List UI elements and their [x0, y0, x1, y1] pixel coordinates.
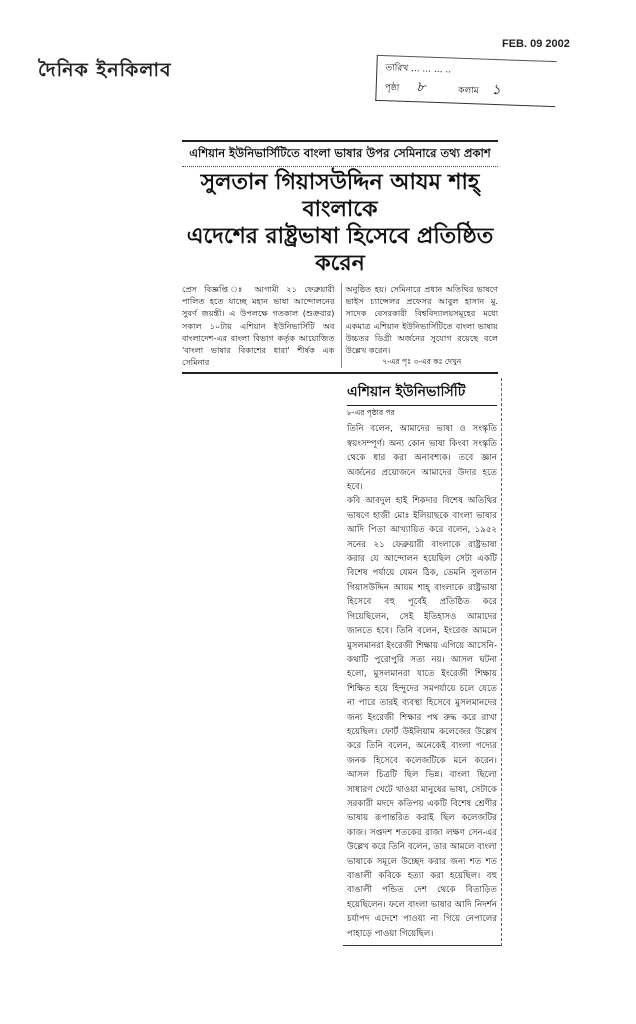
stamp-page-label: পৃষ্ঠা	[384, 83, 400, 94]
headline-line-2: এদেশের রাষ্ট্রভাষা হিসেবে প্রতিষ্ঠিত করেন	[186, 224, 494, 276]
date-stamp: FEB. 09 2002	[502, 38, 570, 50]
continuation-paragraph: তিনি বলেন, আমাদের ভাষা ও সংস্কৃতি স্বয়ংসম্পূর্ণ। অন্য কোন ভাষা কিংবা সংস্কৃতি থেকে ধার করা অনাবশ্যক। তবে জ্ঞান অর্জনের প্রয়োজনে আমাদের উদার হতে হবে।	[347, 424, 497, 493]
continuation-from-note: ৮-এর পৃষ্ঠার পর	[347, 408, 395, 418]
stamp-page-value: ৮	[415, 79, 426, 96]
body-column-1: প্রেস বিজ্ঞপ্তি ঃ আগামী ২১ ফেব্রুয়ারী পালিত হতে যাচ্ছে মহান ভাষা আন্দোলনের সুবর্ণ জয়ন্তী। এ উপলক্ষে গতকাল (শুক্রবার) সকাল ১০টায় এশিয়ান ইউনিভার্সিটি অব বাংলাদেশ-এর বাংলা বিভাগ কর্তৃক আয়োজিত 'বাংলা ভাষার বিকাশের ধারা' শীর্ষক এক সেমিনার	[182, 284, 335, 368]
stamp-column-value: ১	[491, 81, 502, 99]
stamp-column-label: কলাম	[457, 85, 479, 97]
continuation-title: এশিয়ান ইউনিভার্সিটি	[347, 380, 497, 406]
stamp-page-column-row	[384, 77, 548, 103]
newspaper-masthead: দৈনিক ইনকিলাব	[38, 59, 172, 81]
body-column-2-text: অনুষ্ঠিত হয়। সেমিনারে প্রধান অতিথির ভাষণে ভাইস চ্যান্সেলর প্রফেসর আবুল হাসান মু. সাদেক বেসরকারী বিশ্ববিদ্যালয়সমূহের মধ্যে একমাত্র এশিয়ান ইউনিভার্সিটিতে বাংলা ভাষায় উচ্চতর ডিগ্রী অর্জনের সুযোগ রয়েছে বলে উল্লেখ করেন।	[345, 284, 498, 356]
news-article	[182, 140, 498, 374]
stamp-date-label: তারিখ ... ... ... ..	[385, 63, 452, 76]
continuation-article	[343, 378, 502, 946]
headline-line-1: সুলতান গিয়াসউদ্দিন আযম শাহ্ বাংলাকে	[200, 170, 480, 222]
article-kicker: এশিয়ান ইউনিভার্সিটিতে বাংলা ভাষার উপর সেমিনারে তথ্য প্রকাশ	[182, 145, 498, 167]
story-container	[182, 140, 498, 946]
reference-stamp	[375, 55, 556, 107]
article-headline	[182, 169, 498, 277]
continuation-paragraph: কবি আবদুল হাই শিকদার বিশেষ অতিথির ভাষণে হাজী মোঃ ইলিয়াছকে বাংলা ভাষার আদি পিতা আখ্যায়িত করে বলেন, ১৯৫২ সনের ২১ ফেব্রুয়ারী বাংলাকে রাষ্ট্রভাষা করার যে আন্দোলন হয়েছিল সেটা একটি বিশেষ পর্যায়ে যেমন ঠিক, তেমনি সুলতান গিয়াসউদ্দিন আযম শাহ্ বাংলাকে রাষ্ট্রভাষা হিসেবে বহু পূর্বেই প্রতিষ্ঠিত করে গিয়েছিলেন, সেই ইতিহাসও আমাদের জানতে হবে। তিনি বলেন, ইংরেজ আমলে মুসলমানরা ইংরেজী শিক্ষায় এগিয়ে আসেনি- কথাটি পুরোপুরি সত্য নয়। আসল ঘটনা হলো, মুসলমানরা যাতে ইংরেজী শিক্ষায় শিক্ষিত হয়ে হিন্দুদের সমপর্যায়ে চলে যেতে না পারে তারই ব্যবস্থা হিসেবে মুসলমানদের জন্য ইংরেজী শিক্ষার পথ রুদ্ধ করে রাখা হয়েছিল। ফোর্ট উইলিয়াম কলেজের উল্লেখ করে তিনি বলেন, অনেকেই বাংলা গদ্যের জনক হিসেবে কলেজটিকে মনে করেন। আসল চিত্রটি ছিল ভিন্ন। বাংলা ছিলো সাধারণ খেটে খাওয়া মানুষের ভাষা, সেটাকে সরকারী মদদে কতিপয় একটি বিশেষ শ্রেণীর ভাষায় রূপান্তরিত করাই ছিল কলেজটির কাজ। সপ্তদশ শতকের রাজা লক্ষণ সেন-এর উল্লেখ করে তিনি বলেন, তার আমলে বাংলা ভাষাকে সমূলে উচ্ছেদ করার জন্য শত শত বাঙালী কবিকে হত্যা করা হয়েছিল। বহু বাঙালী পন্ডিত দেশ থেকে বিতাড়িত হয়েছিলেন। ফলে বাংলা ভাষার আদি নিদর্শন চর্যাপদ এদেশে পাওয়া না গিয়ে নেপালের পাহাড়ে পাওয়া গিয়েছিল।	[347, 496, 497, 939]
jump-note: ৭-এর পৃঃ ৩-এর কঃ দেখুন	[382, 357, 462, 367]
body-column-2	[341, 283, 499, 368]
top-rule	[182, 140, 498, 142]
article-body	[182, 283, 498, 374]
